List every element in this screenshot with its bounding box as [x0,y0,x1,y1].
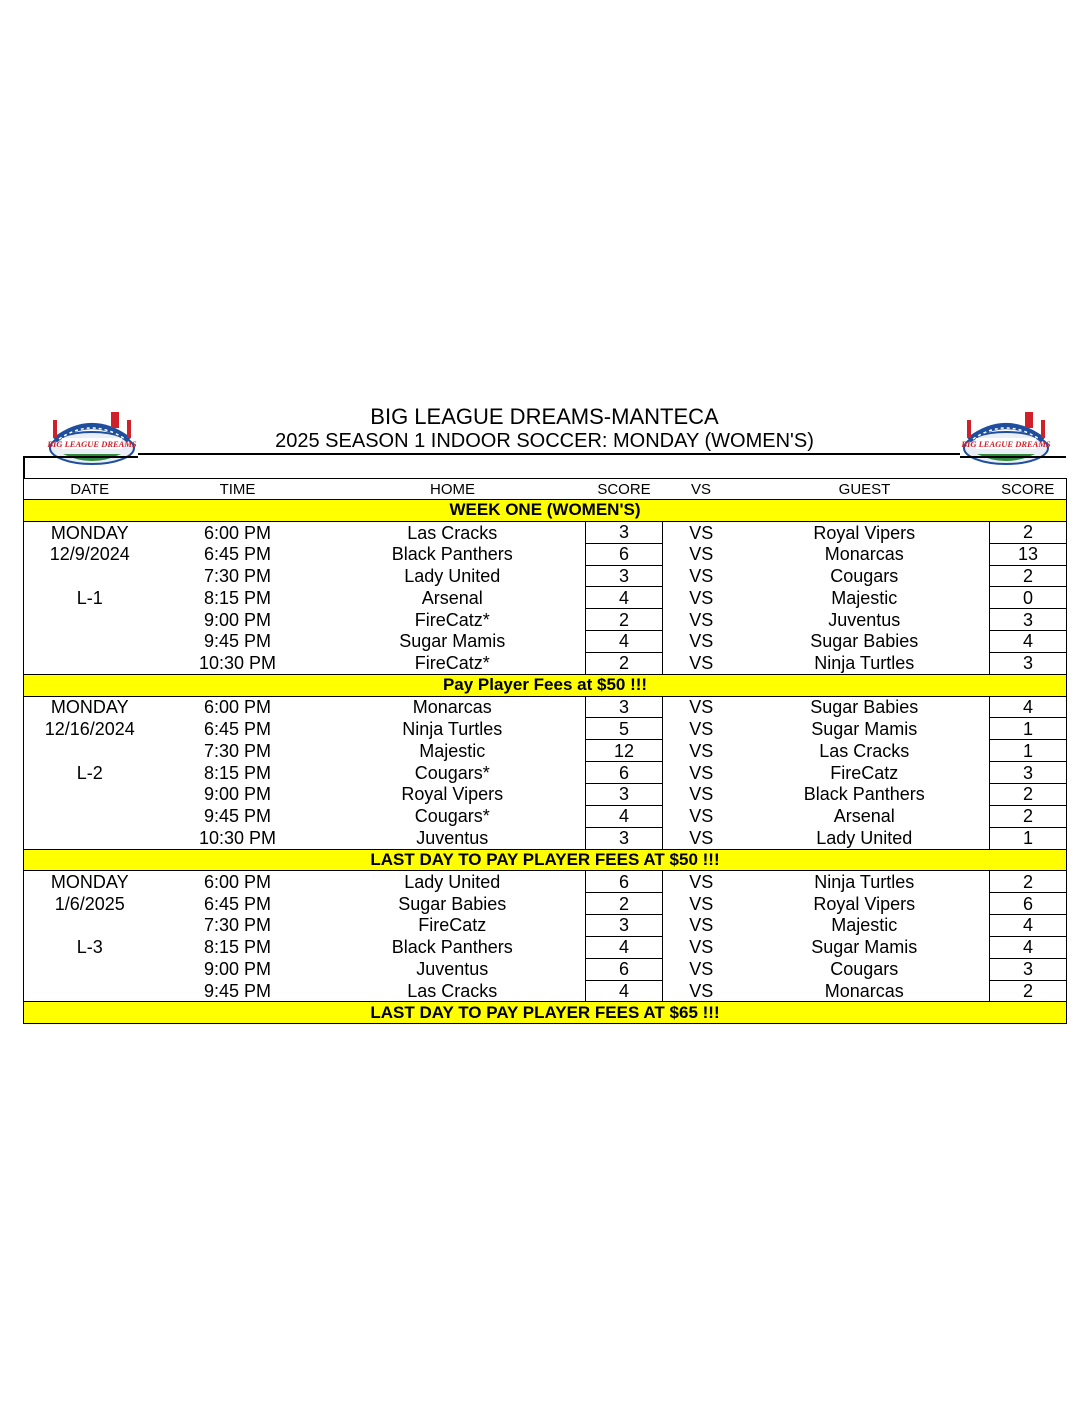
column-home: HOME [320,479,586,500]
page-title: BIG LEAGUE DREAMS-MANTECA [370,404,719,429]
time-cell: 9:45 PM [203,631,272,652]
home-score: 2 [586,893,663,915]
vs-label: VS [689,784,714,805]
guest-team: Black Panthers [803,784,925,805]
guest-team: Monarcas [824,544,904,565]
home-score: 6 [586,543,663,565]
header-rule-center [138,453,960,455]
time-cell: 6:00 PM [203,697,272,718]
home-score: 3 [586,783,663,805]
home-score: 6 [586,871,663,893]
time-cell: 6:45 PM [203,718,272,739]
guest-team: Monarcas [824,980,904,1001]
guest-team: Majestic [831,587,898,608]
time-cell: 8:15 PM [203,937,272,958]
date-cell: MONDAY [50,872,129,893]
date-cell [24,980,156,1002]
date-cell: L-1 [76,587,103,608]
guest-score: 2 [990,783,1067,805]
game-row [24,783,1067,805]
date-cell [24,740,156,762]
guest-score: 3 [990,762,1067,784]
guest-score: 3 [990,652,1067,674]
home-team: Lady United [404,565,501,586]
date-cell [24,609,156,631]
guest-team: Lady United [816,827,913,848]
game-row [24,718,1067,740]
date-cell: L-3 [76,937,103,958]
guest-score: 3 [990,609,1067,631]
vs-label: VS [689,565,714,586]
guest-team: Royal Vipers [813,893,916,914]
time-cell: 8:15 PM [203,762,272,783]
column-time: TIME [156,479,320,500]
game-row [24,827,1067,849]
guest-score: 4 [990,936,1067,958]
time-cell: 7:30 PM [203,740,272,761]
guest-team: Ninja Turtles [814,653,915,674]
time-cell: 9:45 PM [203,806,272,827]
date-cell [24,805,156,827]
time-cell: 10:30 PM [198,827,277,848]
game-row [24,936,1067,958]
guest-score: 2 [990,521,1067,543]
home-score: 4 [586,805,663,827]
vs-label: VS [689,740,714,761]
banner-fee-deadline-50: LAST DAY TO PAY PLAYER FEES AT $50 !!! [24,849,1067,871]
guest-score: 0 [990,587,1067,609]
svg-text:BIG LEAGUE DREAMS: BIG LEAGUE DREAMS [961,439,1051,449]
schedule-table [23,478,1067,1024]
home-team: FireCatz* [414,653,490,674]
guest-score: 2 [990,871,1067,893]
time-cell: 9:00 PM [203,784,272,805]
guest-score: 1 [990,740,1067,762]
home-score: 12 [586,740,663,762]
svg-text:BIG LEAGUE DREAMS: BIG LEAGUE DREAMS [47,439,137,449]
vs-label: VS [689,806,714,827]
time-cell: 6:45 PM [203,893,272,914]
header-rules [23,456,1066,478]
banner-fee-deadline-65: LAST DAY TO PAY PLAYER FEES AT $65 !!! [24,1002,1067,1024]
time-cell: 6:00 PM [203,522,272,543]
game-row [24,805,1067,827]
guest-score: 4 [990,631,1067,653]
game-row [24,980,1067,1002]
vs-label: VS [689,631,714,652]
vs-label: VS [689,937,714,958]
date-cell: L-2 [76,762,103,783]
vs-label: VS [689,544,714,565]
home-score: 3 [586,696,663,718]
home-team: Sugar Mamis [399,631,506,652]
home-score: 6 [586,762,663,784]
guest-team: Las Cracks [819,740,910,761]
home-team: Las Cracks [407,980,498,1001]
guest-score: 2 [990,805,1067,827]
game-row [24,543,1067,565]
guest-team: Sugar Mamis [811,718,918,739]
game-row [24,958,1067,980]
schedule-body [24,500,1067,1024]
home-team: Arsenal [421,587,483,608]
guest-score: 4 [990,915,1067,937]
home-team: Lady United [404,872,501,893]
home-team: Majestic [419,740,486,761]
time-cell: 8:15 PM [203,587,272,608]
time-cell: 6:00 PM [203,872,272,893]
sheet-header [23,398,1066,456]
home-score: 2 [586,609,663,631]
guest-team: Sugar Babies [810,697,919,718]
date-cell: MONDAY [50,697,129,718]
time-cell: 9:00 PM [203,609,272,630]
game-row [24,565,1067,587]
guest-score: 4 [990,696,1067,718]
banner-row [24,849,1067,871]
game-row [24,915,1067,937]
guest-score: 2 [990,980,1067,1002]
date-cell: 12/16/2024 [44,718,135,739]
vs-label: VS [689,893,714,914]
date-cell [24,652,156,674]
vs-label: VS [689,915,714,936]
game-row [24,521,1067,543]
page-subtitle: 2025 SEASON 1 INDOOR SOCCER: MONDAY (WOMEN'S) [275,430,814,452]
time-cell: 7:30 PM [203,565,272,586]
guest-team: Arsenal [833,806,895,827]
vs-label: VS [689,959,714,980]
home-team: Las Cracks [407,522,498,543]
date-cell [24,783,156,805]
date-cell [24,958,156,980]
vs-label: VS [689,718,714,739]
time-cell: 7:30 PM [203,915,272,936]
home-score: 3 [586,827,663,849]
guest-team: FireCatz [830,762,899,783]
date-cell [24,565,156,587]
game-row [24,696,1067,718]
vs-label: VS [689,980,714,1001]
home-score: 4 [586,936,663,958]
vs-label: VS [689,827,714,848]
game-row [24,893,1067,915]
guest-team: Juventus [828,609,901,630]
home-team: Black Panthers [391,937,513,958]
home-team: Black Panthers [391,544,513,565]
vs-label: VS [689,609,714,630]
home-score: 2 [586,652,663,674]
home-score: 4 [586,980,663,1002]
guest-score: 3 [990,958,1067,980]
home-team: FireCatz [418,915,487,936]
header-rule-right [960,456,1066,458]
banner-row [24,674,1067,696]
home-score: 6 [586,958,663,980]
banner-row [24,500,1067,522]
date-cell [24,631,156,653]
time-cell: 9:45 PM [203,980,272,1001]
date-cell [24,915,156,937]
guest-team: Cougars [830,959,899,980]
banner-row [24,1002,1067,1024]
guest-team: Cougars [830,565,899,586]
column-header-row [24,479,1067,500]
home-team: Sugar Babies [398,893,507,914]
time-cell: 9:00 PM [203,959,272,980]
time-cell: 10:30 PM [198,653,277,674]
home-team: Juventus [416,959,489,980]
home-score: 4 [586,631,663,653]
banner-week-one: WEEK ONE (WOMEN'S) [24,500,1067,522]
home-team: Cougars* [414,806,490,827]
guest-team: Sugar Babies [810,631,919,652]
vs-label: VS [689,522,714,543]
home-team: Ninja Turtles [402,718,503,739]
home-score: 3 [586,521,663,543]
date-cell [24,827,156,849]
vs-label: VS [689,872,714,893]
home-team: Cougars* [414,762,490,783]
game-row [24,587,1067,609]
schedule-sheet [23,398,1066,1024]
guest-score: 2 [990,565,1067,587]
vs-label: VS [689,762,714,783]
game-row [24,740,1067,762]
guest-team: Sugar Mamis [811,937,918,958]
guest-team: Royal Vipers [813,522,916,543]
time-cell: 6:45 PM [203,544,272,565]
game-row [24,609,1067,631]
home-score: 3 [586,915,663,937]
home-team: Royal Vipers [401,784,504,805]
date-cell: 1/6/2025 [54,893,125,914]
game-row [24,871,1067,893]
column-guest: GUEST [740,479,990,500]
column-guest-score: SCORE [990,479,1067,500]
column-date: DATE [24,479,156,500]
home-score: 3 [586,565,663,587]
vs-label: VS [689,653,714,674]
guest-score: 13 [990,543,1067,565]
vs-label: VS [689,697,714,718]
vs-label: VS [689,587,714,608]
game-row [24,762,1067,784]
guest-score: 1 [990,718,1067,740]
game-row [24,631,1067,653]
column-home-score: SCORE [586,479,663,500]
home-team: Monarcas [412,697,492,718]
guest-team: Majestic [831,915,898,936]
column-vs: VS [663,479,740,500]
home-score: 5 [586,718,663,740]
date-cell: MONDAY [50,522,129,543]
guest-score: 6 [990,893,1067,915]
home-team: FireCatz* [414,609,490,630]
header-rule-left [23,456,138,458]
guest-score: 1 [990,827,1067,849]
guest-team: Ninja Turtles [814,872,915,893]
game-row [24,652,1067,674]
date-cell: 12/9/2024 [49,544,130,565]
banner-fee-notice: Pay Player Fees at $50 !!! [24,674,1067,696]
home-team: Juventus [416,827,489,848]
home-score: 4 [586,587,663,609]
